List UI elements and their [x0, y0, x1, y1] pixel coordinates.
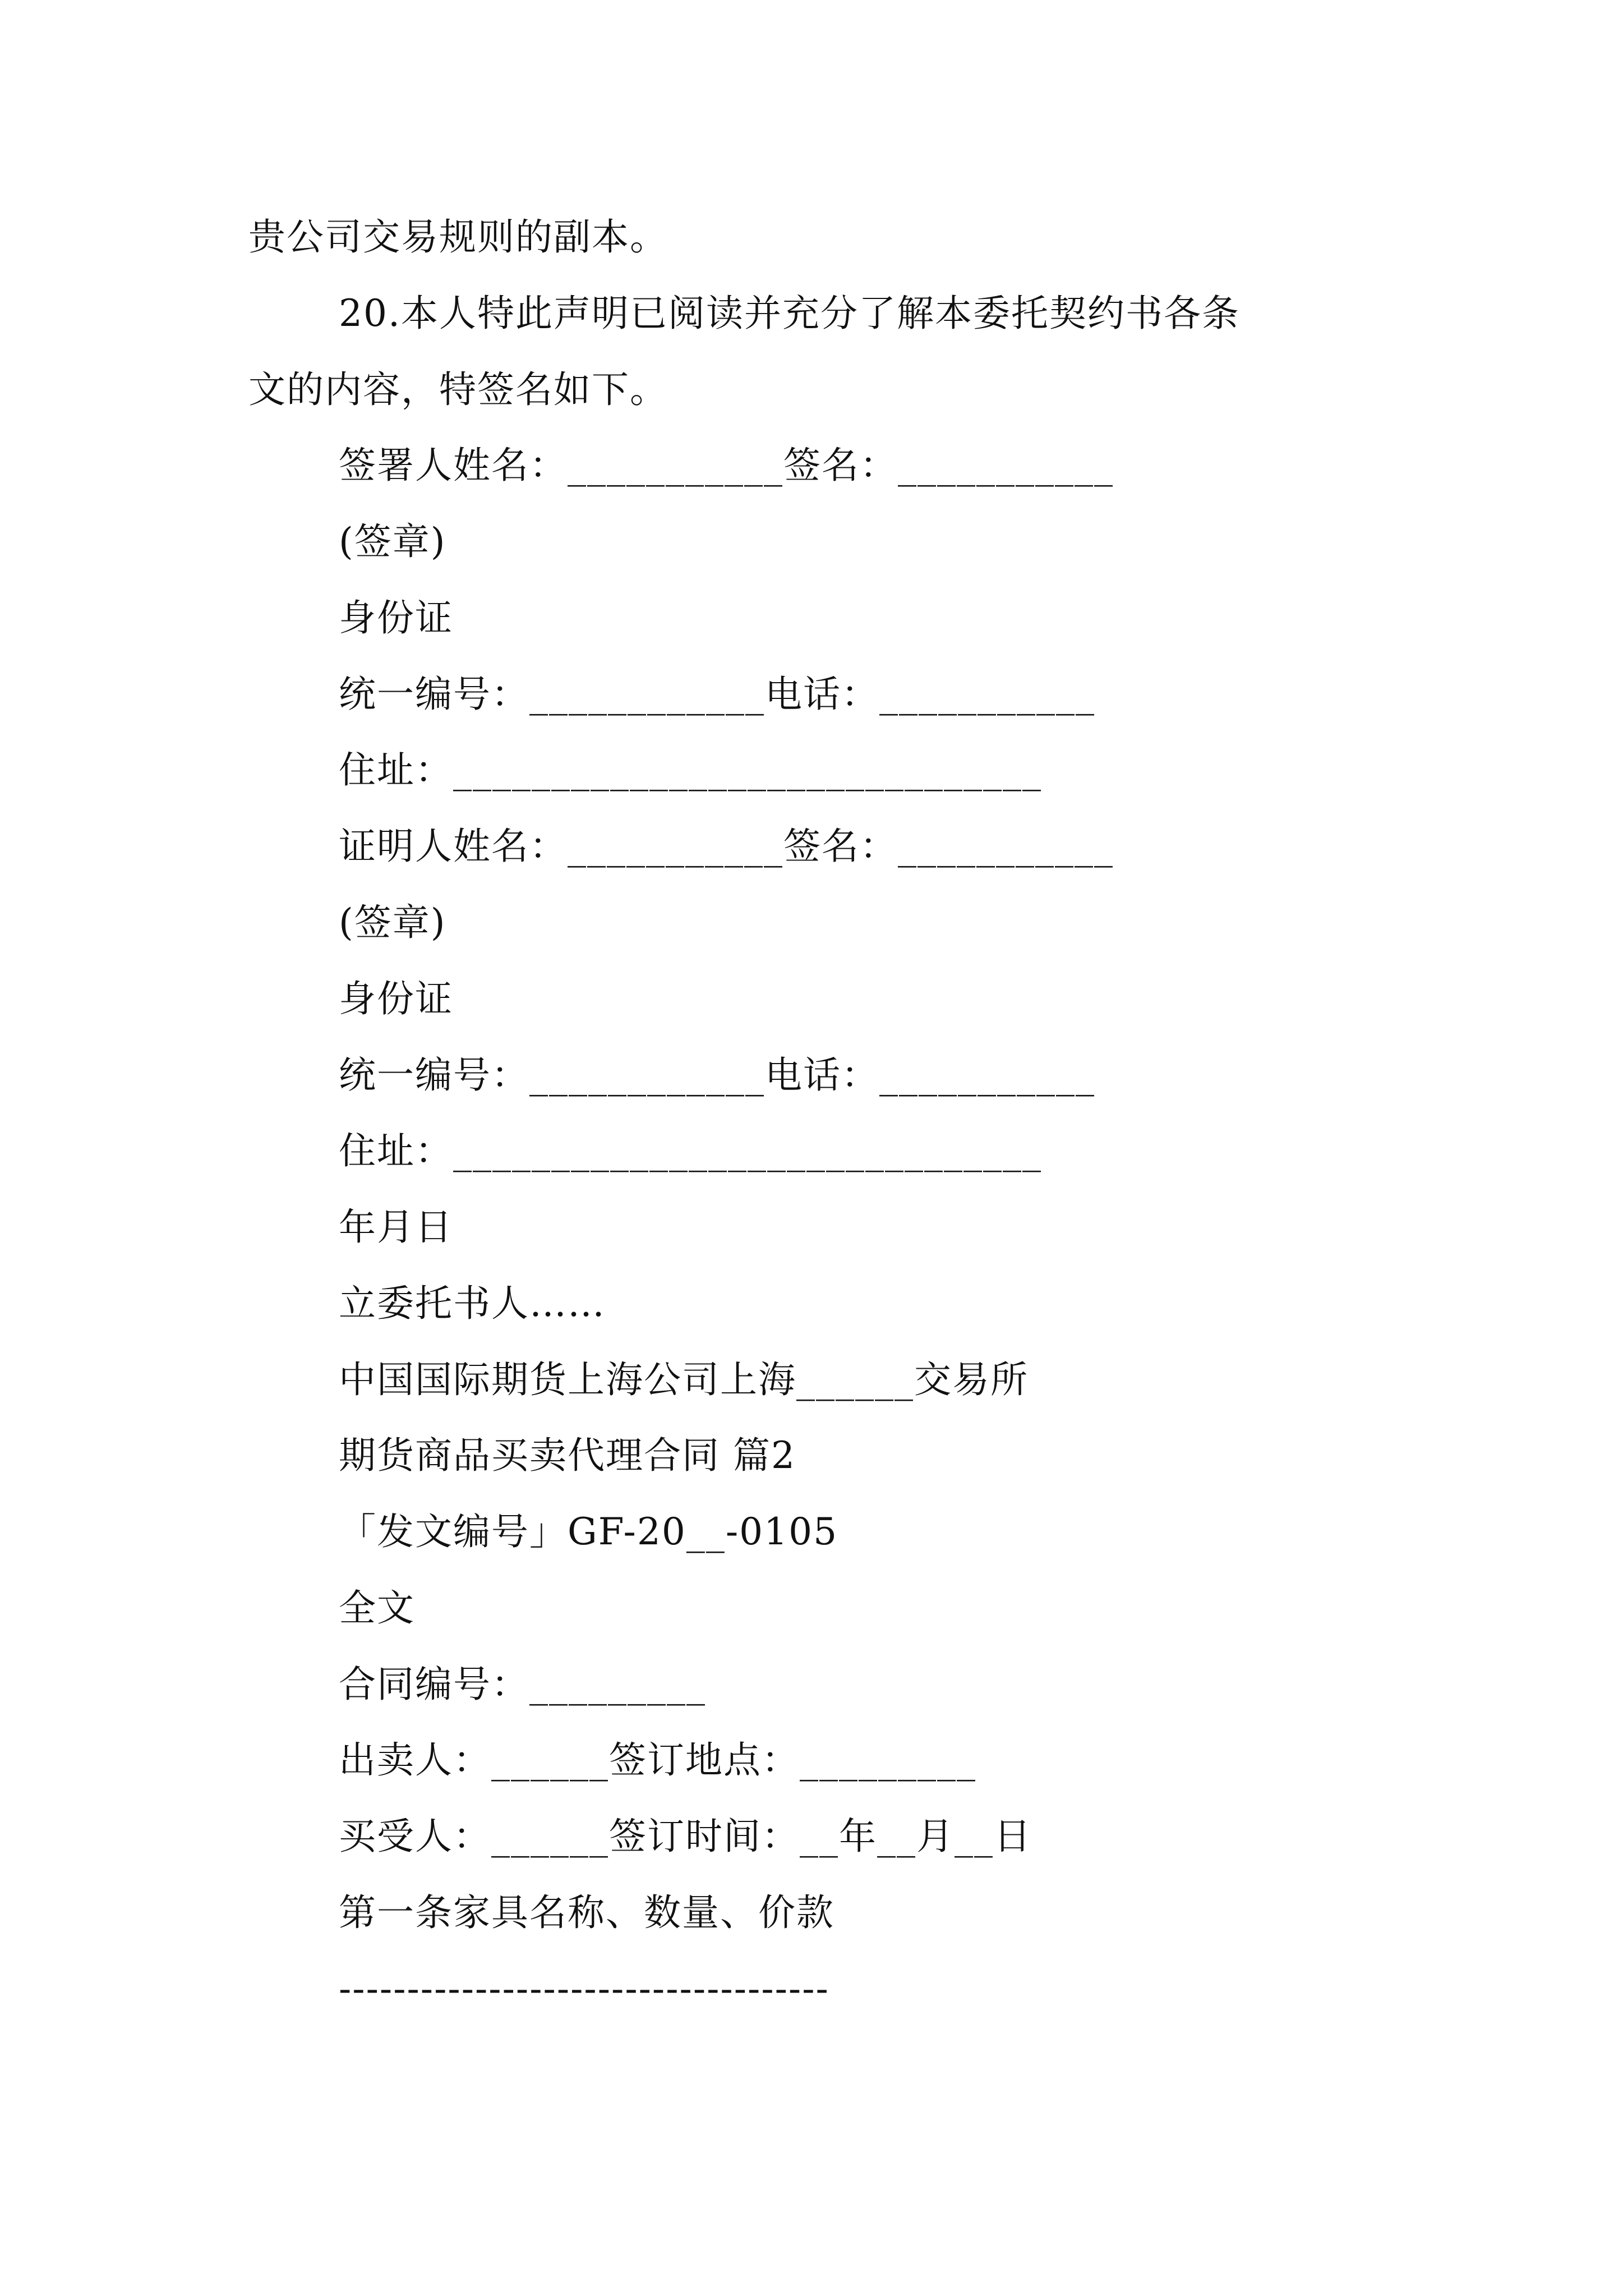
seal-label: (签章) — [339, 901, 446, 944]
seller-line: 出卖人：______签订地点：_________ — [339, 1738, 976, 1782]
principal-line: 立委托书人…… — [339, 1282, 606, 1325]
address-line: 住址：______________________________ — [339, 748, 1042, 792]
document-number-line: 「发文编号」GF-20__-0105 — [339, 1510, 838, 1553]
paragraph-line: 文的内容，特签名如下。 — [248, 368, 668, 411]
article-heading: 第一条家具名称、数量、价款 — [339, 1891, 834, 1934]
contract-number-line: 合同编号：_________ — [339, 1663, 706, 1706]
id-card-label: 身份证 — [339, 596, 453, 639]
seal-label: (签章) — [339, 520, 446, 563]
address-line: 住址：______________________________ — [339, 1129, 1042, 1172]
dash-separator: ------------------------------------ — [339, 1967, 829, 2010]
witness-name-line: 证明人姓名：___________签名：___________ — [339, 825, 1114, 868]
id-number-phone-line: 统一编号：____________电话：___________ — [339, 673, 1095, 716]
paragraph-line: 20.本人特此声明已阅读并充分了解本委托契约书各条 — [339, 292, 1240, 335]
date-line: 年月日 — [339, 1205, 453, 1249]
fulltext-label: 全文 — [339, 1586, 415, 1630]
id-card-label: 身份证 — [339, 977, 453, 1020]
section-heading: 期货商品买卖代理合同 篇2 — [339, 1434, 796, 1477]
id-number-phone-line: 统一编号：____________电话：___________ — [339, 1053, 1095, 1097]
paragraph-line: 贵公司交易规则的副本。 — [248, 215, 668, 259]
company-line: 中国国际期货上海公司上海______交易所 — [339, 1358, 1029, 1401]
buyer-line: 买受人：______签订时间：__年__月__日 — [339, 1815, 1032, 1858]
signer-name-line: 签署人姓名：___________签名：___________ — [339, 444, 1114, 487]
